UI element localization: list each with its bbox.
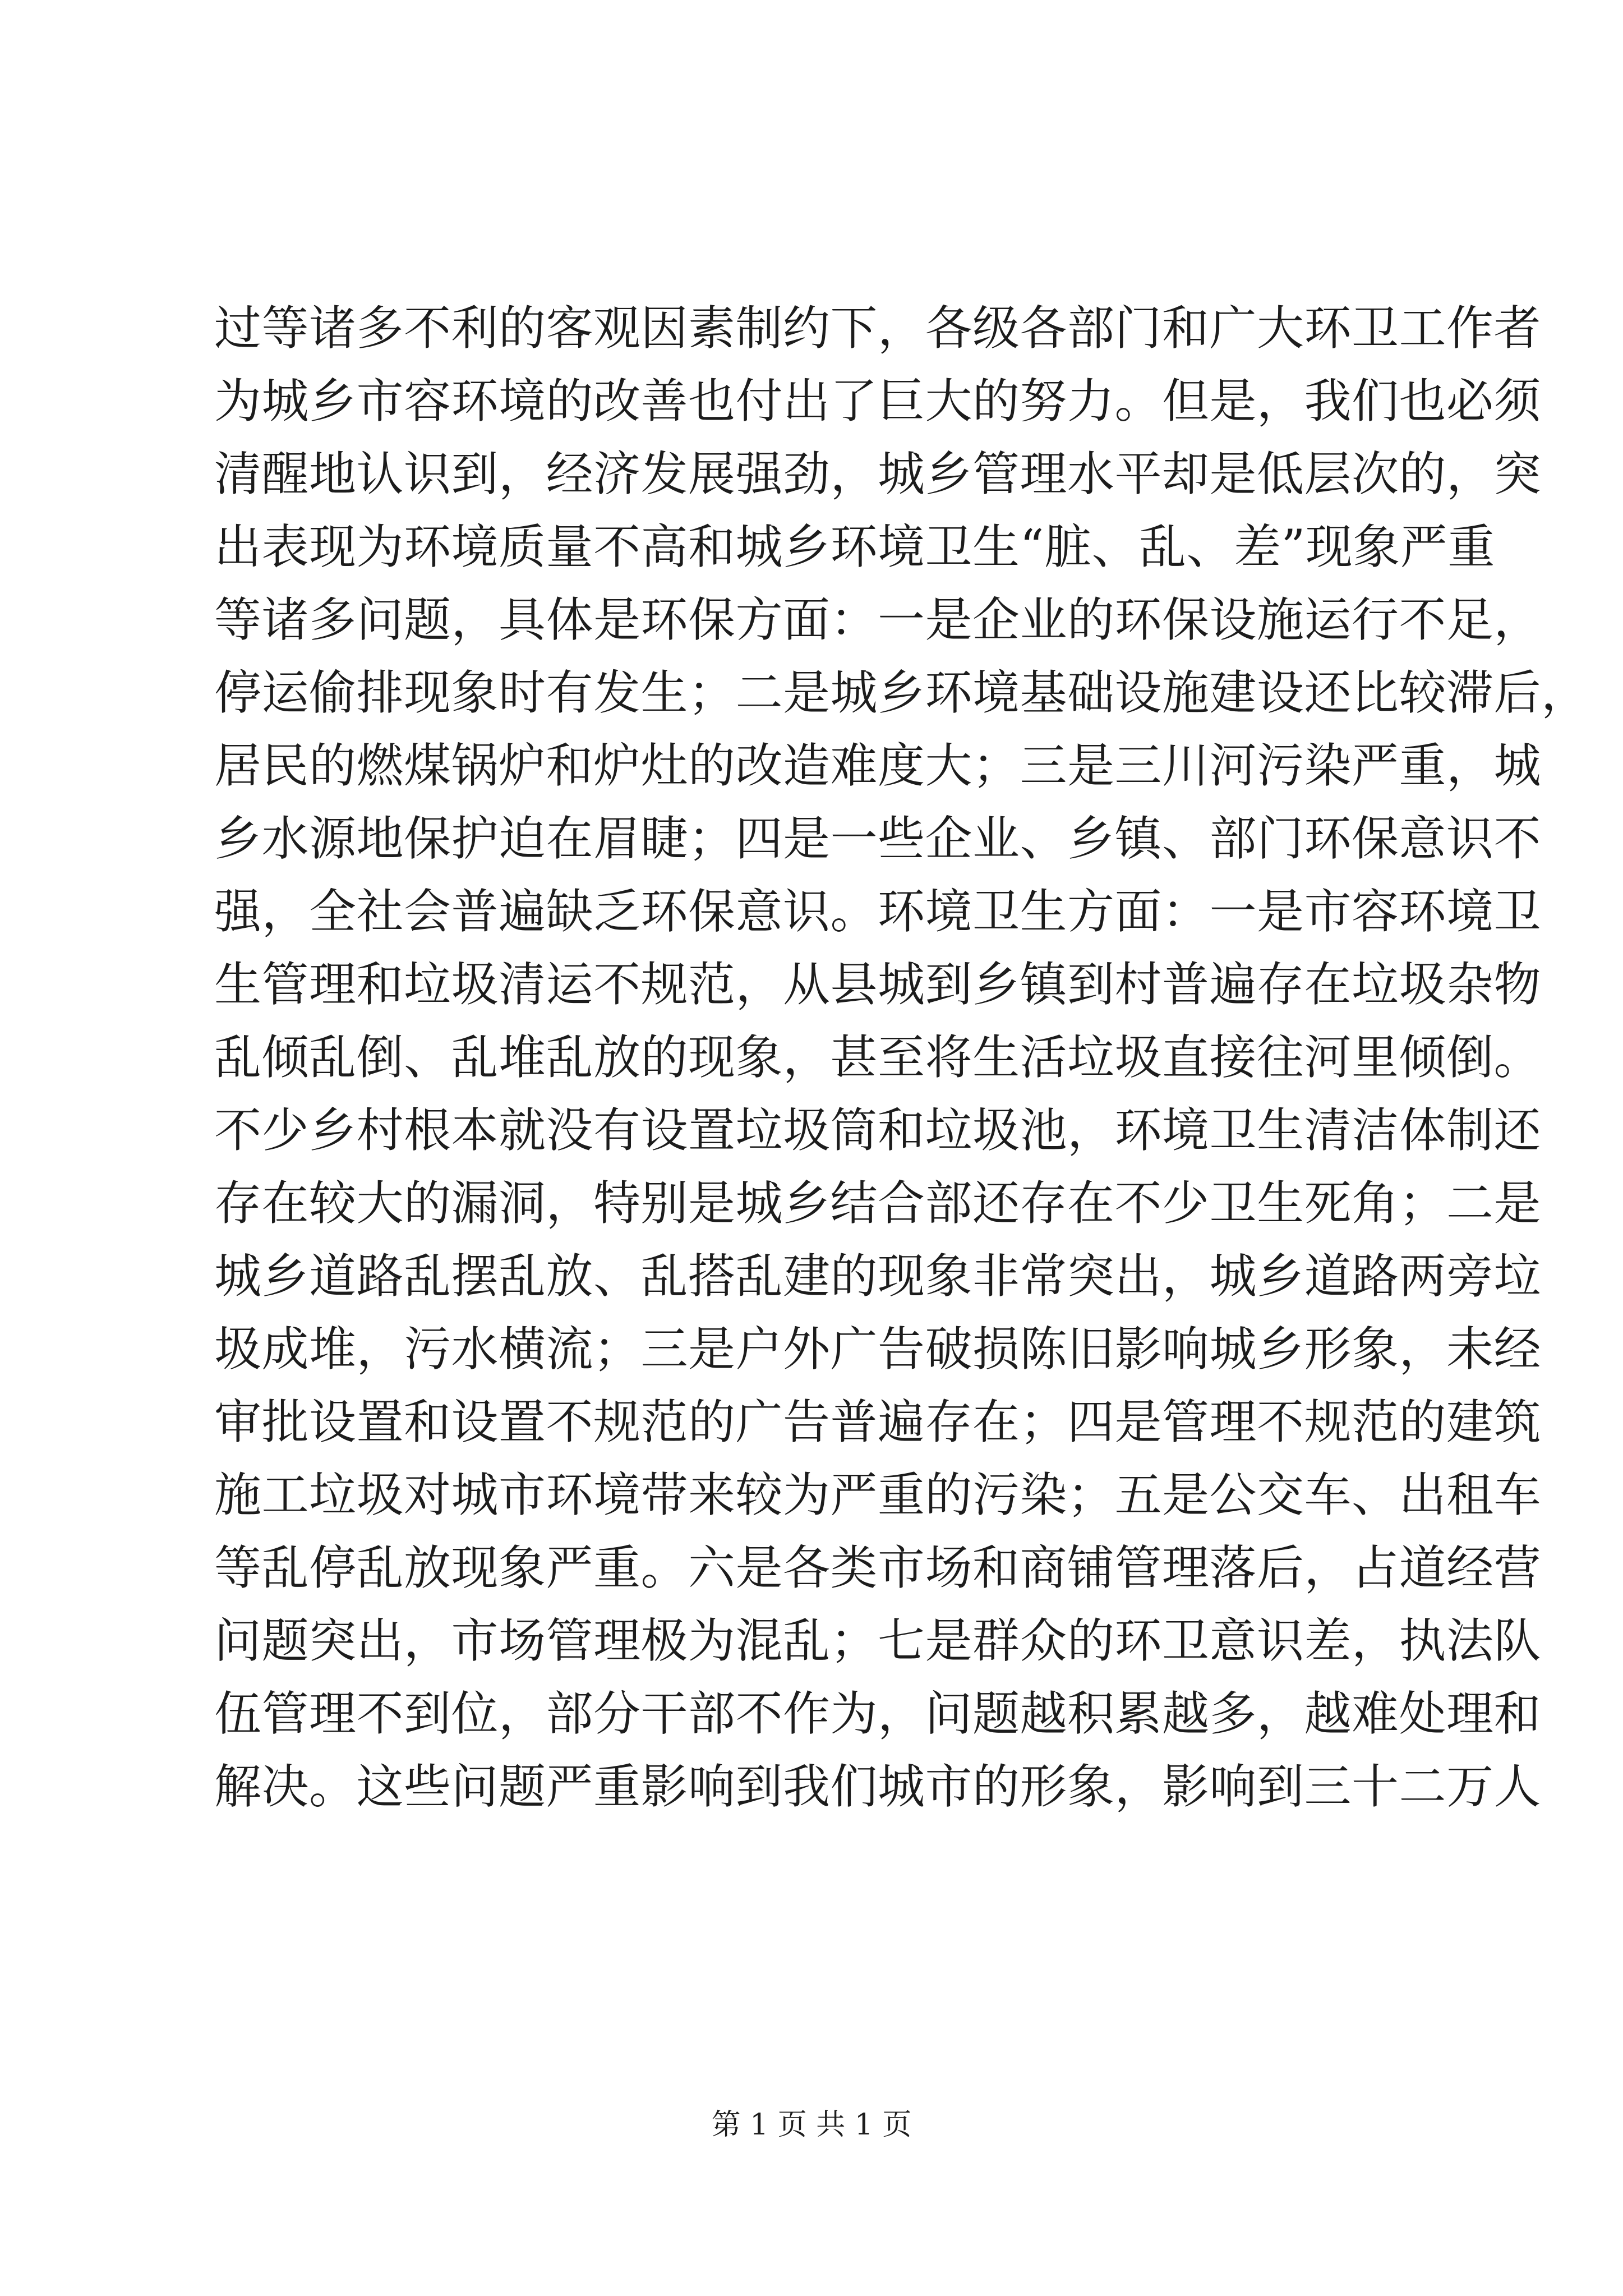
text-line: 等乱停乱放现象严重。六是各类市场和商铺管理落后，占道经营 [214,1540,1542,1595]
text-line: 解决。这些问题严重影响到我们城市的形象，影响到三十二万人 [214,1759,1542,1814]
text-line: 圾成堆，污水横流；三是户外广告破损陈旧影响城乡形象，未经 [214,1322,1542,1377]
text-line: 为城乡市容环境的改善也付出了巨大的努力。但是，我们也必须 [214,374,1542,429]
text-line: 伍管理不到位，部分干部不作为，问题越积累越多，越难处理和 [214,1686,1542,1741]
text-line: 过等诸多不利的客观因素制约下，各级各部门和广大环卫工作者 [214,301,1542,356]
page-footer: 第 1 页 共 1 页 [711,2108,912,2142]
text-line: 城乡道路乱摆乱放、乱搭乱建的现象非常突出，城乡道路两旁垃 [214,1249,1542,1304]
text-line: 生管理和垃圾清运不规范，从县城到乡镇到村普遍存在垃圾杂物 [214,957,1542,1012]
text-line: 清醒地认识到，经济发展强劲，城乡管理水平却是低层次的，突 [214,447,1542,501]
text-line: 等诸多问题，具体是环保方面：一是企业的环保设施运行不足， [214,592,1542,647]
text-line: 施工垃圾对城市环境带来较为严重的污染；五是公交车、出租车 [214,1467,1542,1522]
text-line: 存在较大的漏洞，特别是城乡结合部还存在不少卫生死角；二是 [214,1176,1542,1231]
text-line: 乡水源地保护迫在眉睫；四是一些企业、乡镇、部门环保意识不 [214,811,1542,866]
text-line: 强，全社会普遍缺乏环保意识。环境卫生方面：一是市容环境卫 [214,884,1542,939]
text-line: 乱倾乱倒、乱堆乱放的现象，甚至将生活垃圾直接往河里倾倒。 [214,1030,1542,1085]
text-line: 不少乡村根本就没有设置垃圾筒和垃圾池，环境卫生清洁体制还 [214,1103,1542,1158]
text-line: 停运偷排现象时有发生；二是城乡环境基础设施建设还比较滞后， [214,665,1589,720]
body-text [214,292,1589,1823]
text-line: 问题突出，市场管理极为混乱；七是群众的环卫意识差，执法队 [214,1613,1542,1668]
text-line: 出表现为环境质量不高和城乡环境卫生“脏、乱、差”现象严重 [214,519,1495,574]
text-line: 居民的燃煤锅炉和炉灶的改造难度大；三是三川河污染严重，城 [214,738,1542,793]
text-line: 审批设置和设置不规范的广告普遍存在；四是管理不规范的建筑 [214,1395,1542,1450]
